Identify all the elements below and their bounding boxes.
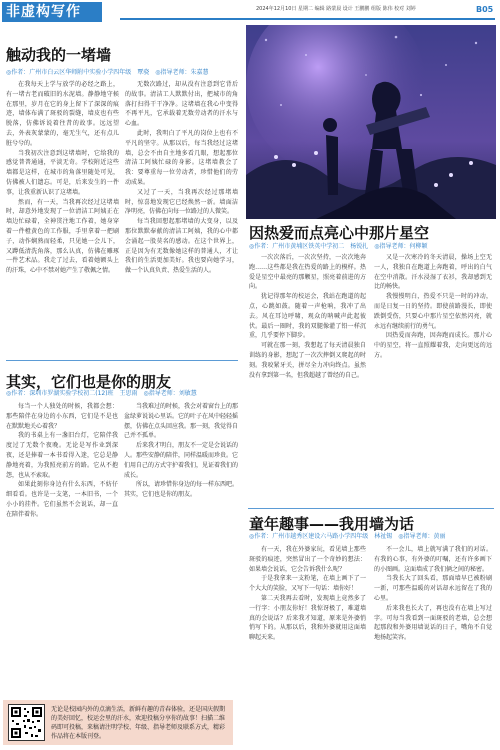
issue-info: 2024年12月10日 星期二 编辑 路蒙晨 设计 王鹏鹏 组版 陈伟 校对 刘婷 — [256, 6, 416, 12]
article-4-column-1 — [249, 545, 366, 745]
article-1-column-2 — [125, 80, 238, 352]
paragraph: 所以，请珍惜你身边的每一样东西吧。其实，它们也是你的朋友。 — [124, 481, 238, 499]
submission-text: 无论是校园内外的点滴生活，新鲜有趣的青春体验，还是国庆假期的美好回忆，校运会里的汗水，欢迎投稿分享你的故事！扫描二维码即可投稿，来稿请注明学校、年级、指导老师及联系方式，精彩作品将在本版刊登。 — [51, 706, 226, 740]
submission-banner — [3, 700, 233, 745]
paragraph: 我慢慢明白，热爱不只是一时的冲动，而是日复一日的坚持。即使前路漫长，即使跌倒受伤，只要心中那片星空依然闪亮，就永远有继续前行的勇气。 — [374, 293, 492, 330]
header-rule — [120, 18, 495, 20]
paragraph: 每当一个人独处的时候，我都会想：那些陪伴在身边的小东西，它们是不是也在默默地关心着我？ — [6, 403, 118, 430]
divider — [248, 508, 494, 509]
article-3-column-2 — [124, 402, 238, 694]
paragraph: 犹记得那年的校运会，我站在跑道的起点，心跳如鼓。随着一声枪响，我冲了出去。风在耳边呼啸，观众的呐喊声此起彼伏。最后一圈时，我的双腿像灌了铅一样沉重，几乎要停下脚步。 — [249, 293, 366, 340]
article-3-title: 其实，它们也是你的朋友 — [6, 373, 172, 391]
paragraph: 此时，我明白了平凡的岗位上也有不平凡的坚守。从那以后，每当我经过这堵墙，总会不由自主地多看几眼，想起那位清洁工阿姨忙碌的身影。这堵墙教会了我：要尊重每一位劳动者，珍惜他们的劳动成果。 — [125, 129, 238, 186]
paragraph: 当我难过的时候，我会对着窗台上的那盆绿萝说说心里话。它的叶子在风中轻轻摇摆，仿佛在点头回应我。那一刻，我觉得自己并不孤单。 — [124, 403, 238, 440]
paragraph: 我的书桌上有一盏旧台灯，它陪伴我度过了无数个夜晚。无论是写作业到深夜，还是捧着一本书看得入迷，它总是静静地亮着，为我照亮前方的路。它从不抱怨，也从不索取。 — [6, 432, 118, 479]
page-number: B05 — [476, 5, 494, 14]
article-4-column-2 — [374, 545, 492, 745]
article-1-byline: ◎作者：广州市白云区华师附中实验小学四年级 覃骁 ◎指导老师：朱嘉慧 — [6, 69, 209, 76]
page-header — [0, 0, 500, 24]
article-2-column-2 — [374, 253, 492, 503]
paragraph: 于是我拿来一支粉笔，在墙上画下了一个大大的笑脸，又写下一句话：墙你好！ — [249, 575, 366, 593]
article-1-title: 触动我的一堵墙 — [6, 46, 112, 64]
paragraph: 一次次落后，一次次坚持，一次次地奔跑……这些都是我在热爱的路上的模样。热爱是星空中最亮的那颗星，照亮着前进的方向。 — [249, 254, 366, 291]
section-tag: 非虚构写作 — [2, 2, 102, 22]
article-3-byline: ◎作者：深圳市罗湖实验学校初二(12)班 王思雨 ◎指导老师：刘敏慧 — [6, 390, 197, 397]
article-2-byline: ◎作者：广州市黄埔区铁英中学初二 杨锐扎 ◎指导老师：何柳颖 — [249, 243, 428, 250]
paragraph: 可就在那一刻，我想起了每天清晨独自训练的身影，想起了一次次摔倒又爬起的时刻。我咬紧牙关，拼尽全力冲向终点。虽然没有拿到第一名，但我超越了曾经的自己。 — [249, 342, 366, 379]
divider — [6, 360, 238, 361]
paragraph: 当我长大了回头看，那面墙早已被粉刷一新，可那些温暖的对话却永远留在了我的心里。 — [374, 575, 492, 602]
article-4-byline: ◎作者：广州市越秀区建设六马路小学四年级 林祉锡 ◎指导老师：黄丽 — [249, 533, 446, 540]
paragraph: 有一天，我在外婆家玩，看见墙上那些斑驳的痕迹，突然冒出了一个奇妙的想法：如果墙会说话，它会告诉我什么呢？ — [249, 546, 366, 573]
concert-illustration — [246, 25, 496, 219]
paragraph: 不一会儿，墙上就写满了我们的对话。有我的心事，有外婆的叮嘱，还有许多画下的小图画。这面墙成了我们俩之间的秘密。 — [374, 546, 492, 573]
paragraph: 后来我才明白，朋友不一定是会说话的人。那些安静的陪伴，同样温暖而珍贵。它们用自己的方式守护着我们，见证着我们的成长。 — [124, 442, 238, 479]
qr-code[interactable] — [8, 704, 45, 741]
paragraph: 又是一次寒冷的冬天清晨，操场上空无一人，我独自在跑道上奔跑着，呼出的白气在空中消散。汗水浸湿了衣衫，我却感到无比的畅快。 — [374, 254, 492, 291]
paragraph: 第二天我再去看时，发现墙上竟然多了一行字：小朋友你好！我惊讶极了，难道墙真的会说话？后来我才知道，原来是外婆悄悄写下的。从那以后，我和外婆就用这面墙聊起天来。 — [249, 594, 366, 642]
paragraph: 每当我回想起那堵墙的大变身，以及那位默默奉献的清洁工阿姨，我的心中都会涌起一股莫名的感动。在这个世界上，正是因为有无数像她这样的普通人，才让我们的生活更加美好。我也要向她学习，做一个认真负责、热爱生活的人。 — [125, 218, 238, 275]
paragraph: 当我初次注意到这堵墙时，它给我的感觉普普通通，平淡无奇。学校附近这些墙都是这样，在城市的角落里随处可见，仿佛被人们遗忘。可是，后来发生的一件事，让我重新认识了这堵墙。 — [6, 149, 119, 196]
paragraph: 如果此刻你身边有什么东西，不妨仔细看看。也许是一支笔，一本旧书，一个小小的挂件。它们虽然不会说话，却一直在陪伴着你。 — [6, 481, 118, 518]
paragraph: 在我每天上学与放学的必经之路上，有一堵古老而破旧的水泥墙。静静地守候在那里，岁月在它的身上留下了深深的痕迹，墙体布满了斑驳的裂缝，墙皮也有些脱落，仿佛诉说着往昔的故事。远远望去，外表灰蒙蒙的，毫无生气，还有点儿脏兮兮的。 — [6, 81, 119, 147]
article-3-column-1 — [6, 402, 118, 694]
paragraph: 因热爱而奔跑，因奔跑而成长。那片心中的星空，将一直照耀着我，走向更远的远方。 — [374, 332, 492, 359]
article-4-title: 童年趣事——我用墙为话 — [249, 515, 415, 533]
article-2-column-1 — [249, 253, 366, 503]
paragraph: 又过了一天，当我再次经过那堵墙时，惊喜地发现它已经焕然一新。墙面洁净明亮，仿佛在向每一位路过的人微笑。 — [125, 188, 238, 216]
article-2-title: 因热爱而点亮心中那片星空 — [249, 224, 430, 242]
article-1-column-1 — [6, 80, 119, 352]
paragraph: 无数次路过，却从没有注意到它背后的故事。清洁工人默默付出，把城市的角落打扫得干干净净。这堵墙在我心中变得不再平凡，它承载着无数劳动者的汗水与心血。 — [125, 81, 238, 128]
paragraph: 然而，有一天，当我再次经过这堵墙时，却意外地发现了一位清洁工阿姨正在墙边忙碌着，全神贯注地工作着，她身穿着一件橙黄色的工作服，手里拿着一把刷子，动作娴熟而轻柔，只见她一会儿下，又蹲低清洗角落，那么认真，仿佛在雕琢一件艺术品。我走了过去，看着她额头上的汗珠，心中不禁对她产生了敬佩之情。 — [6, 198, 119, 275]
paragraph: 后来我也长大了，再也没有在墙上写过字。可每当我看到一面斑驳的老墙，总会想起那段和外婆用墙说话的日子，嘴角不自觉地扬起笑容。 — [374, 604, 492, 642]
